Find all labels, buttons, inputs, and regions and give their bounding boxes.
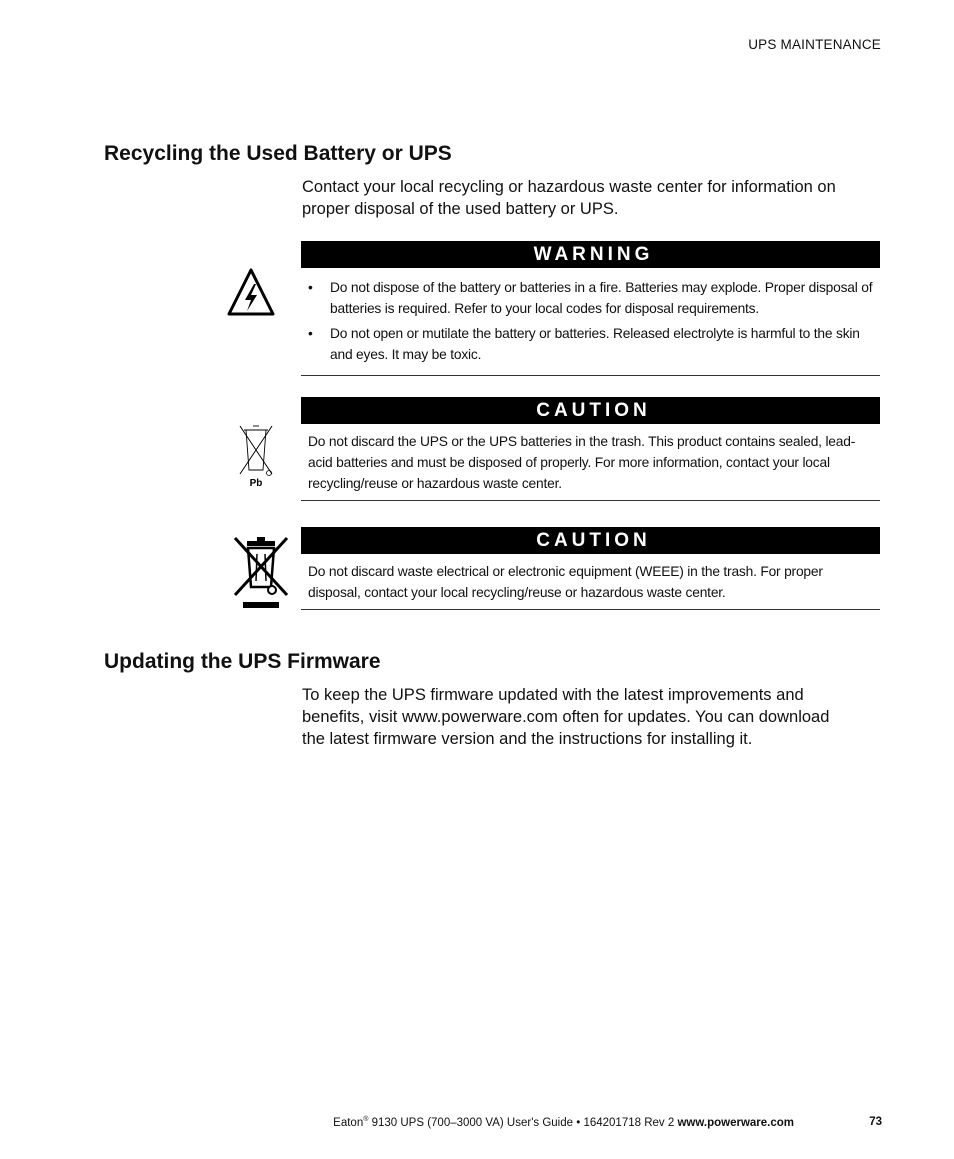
warning-item: [301, 277, 880, 319]
firmware-text: To keep the UPS firmware updated with the latest improvements and benefits, visit www.powerware.com often for updates. You can download the latest firmware version and the instructions for installing it.: [302, 686, 830, 748]
running-header: UPS MAINTENANCE: [748, 37, 881, 52]
footer-separator: •: [576, 1116, 581, 1129]
caution-weee-text: Do not discard waste electrical or electronic equipment (WEEE) in the trash. For proper disposal, contact your local recycling/reuse or hazardous waste center.: [308, 564, 823, 600]
footer-url[interactable]: www.powerware.com: [677, 1116, 794, 1129]
bullet-icon: •: [308, 280, 313, 295]
bullet-icon: •: [308, 326, 313, 341]
warning-item-text: Do not dispose of the battery or batteries in a fire. Batteries may explode. Proper disposal of batteries is required. Refer to your local codes for disposal requirements.: [330, 280, 873, 316]
warning-list: [301, 268, 880, 375]
section-title-recycling: Recycling the Used Battery or UPS: [104, 142, 452, 165]
footer: [333, 1116, 794, 1129]
warning-header: WARNING: [301, 241, 880, 268]
caution-battery-notice: [301, 397, 880, 501]
caution-header: CAUTION: [301, 397, 880, 424]
recycling-intro: Contact your local recycling or hazardous waste center for information on proper disposal of the used battery or UPS.: [302, 178, 836, 218]
warning-item: [301, 323, 880, 365]
crossed-out-bin-pb-icon: [236, 420, 276, 490]
section-title-firmware: Updating the UPS Firmware: [104, 650, 381, 673]
caution-battery-text: Do not discard the UPS or the UPS batteries in the trash. This product contains sealed, lead-acid batteries and must be disposed of properly. For more information, contact your local recycling/reuse or hazardous waste center.: [308, 434, 856, 491]
weee-crossed-out-bin-icon: [231, 535, 291, 611]
pb-icon-label: Pb: [249, 478, 263, 489]
warning-notice: [301, 241, 880, 376]
warning-item-text: Do not open or mutilate the battery or batteries. Released electrolyte is harmful to the skin and eyes. It may be toxic.: [330, 326, 860, 362]
footer-guide: 9130 UPS (700–3000 VA) User's Guide: [368, 1116, 574, 1129]
footer-brand: Eaton: [333, 1116, 364, 1129]
electric-shock-warning-icon: [226, 267, 276, 317]
registered-mark: ®: [363, 1116, 369, 1123]
page-number: 73: [869, 1116, 882, 1128]
footer-doc-number: 164201718 Rev 2: [583, 1116, 675, 1129]
caution-weee-notice: [301, 527, 880, 610]
caution-header: CAUTION: [301, 527, 880, 554]
